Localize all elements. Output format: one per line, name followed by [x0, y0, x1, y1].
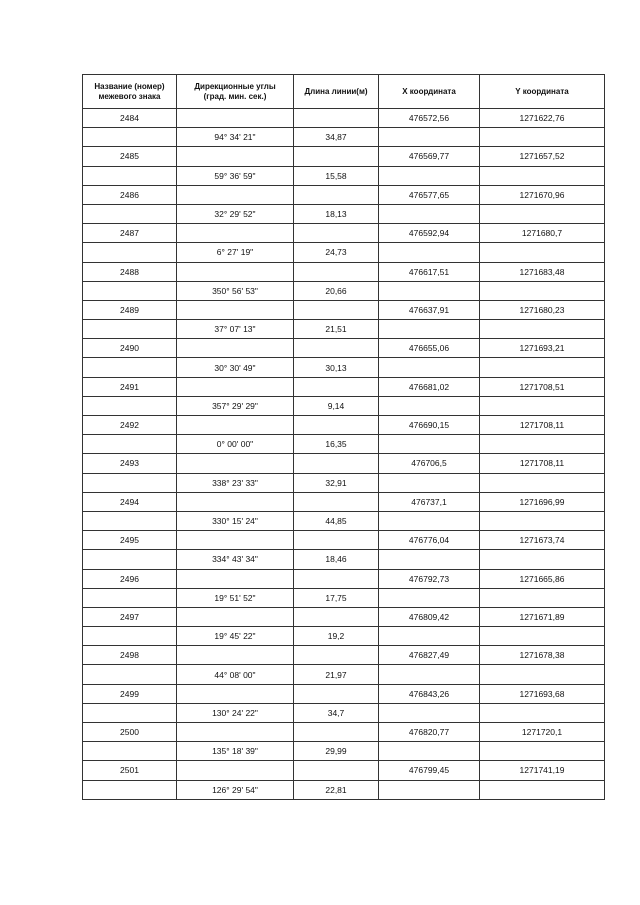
point-name-cell: 2485 — [83, 147, 177, 166]
length-cell: 21,97 — [294, 665, 379, 684]
segment-row — [83, 128, 605, 147]
x-coordinate-cell — [379, 703, 480, 722]
point-name-cell — [83, 780, 177, 799]
x-coordinate-cell — [379, 396, 480, 415]
y-coordinate-cell — [480, 166, 605, 185]
x-coordinate-cell: 476820,77 — [379, 723, 480, 742]
x-coordinate-cell: 476809,42 — [379, 607, 480, 626]
point-row — [83, 723, 605, 742]
y-coordinate-cell: 1271693,21 — [480, 339, 605, 358]
point-row — [83, 377, 605, 396]
point-row — [83, 646, 605, 665]
segment-row — [83, 550, 605, 569]
boundary-points-table — [82, 74, 605, 800]
segment-row — [83, 627, 605, 646]
header-x: X координата — [379, 75, 480, 109]
y-coordinate-cell: 1271741,19 — [480, 761, 605, 780]
length-cell — [294, 492, 379, 511]
y-coordinate-cell — [480, 281, 605, 300]
point-name-cell — [83, 128, 177, 147]
angle-cell: 30° 30' 49" — [177, 358, 294, 377]
length-cell: 19,2 — [294, 627, 379, 646]
point-row — [83, 147, 605, 166]
x-coordinate-cell — [379, 320, 480, 339]
x-coordinate-cell: 476776,04 — [379, 531, 480, 550]
angle-cell — [177, 531, 294, 550]
y-coordinate-cell — [480, 665, 605, 684]
angle-cell — [177, 569, 294, 588]
point-name-cell: 2492 — [83, 416, 177, 435]
length-cell — [294, 646, 379, 665]
x-coordinate-cell — [379, 243, 480, 262]
length-cell — [294, 224, 379, 243]
point-name-cell: 2494 — [83, 492, 177, 511]
point-name-cell: 2498 — [83, 646, 177, 665]
segment-row — [83, 703, 605, 722]
segment-row — [83, 243, 605, 262]
angle-cell: 357° 29' 29" — [177, 396, 294, 415]
y-coordinate-cell — [480, 128, 605, 147]
point-name-cell: 2486 — [83, 185, 177, 204]
point-name-cell — [83, 550, 177, 569]
segment-row — [83, 281, 605, 300]
segment-row — [83, 435, 605, 454]
y-coordinate-cell — [480, 396, 605, 415]
length-cell — [294, 761, 379, 780]
y-coordinate-cell: 1271673,74 — [480, 531, 605, 550]
point-name-cell — [83, 742, 177, 761]
point-row — [83, 224, 605, 243]
x-coordinate-cell — [379, 742, 480, 761]
y-coordinate-cell: 1271693,68 — [480, 684, 605, 703]
x-coordinate-cell: 476843,26 — [379, 684, 480, 703]
point-name-cell — [83, 511, 177, 530]
point-name-cell — [83, 281, 177, 300]
point-row — [83, 531, 605, 550]
length-cell — [294, 147, 379, 166]
length-cell: 22,81 — [294, 780, 379, 799]
length-cell — [294, 109, 379, 128]
table-body — [83, 109, 605, 800]
segment-row — [83, 588, 605, 607]
x-coordinate-cell — [379, 665, 480, 684]
y-coordinate-cell: 1271670,96 — [480, 185, 605, 204]
angle-cell — [177, 224, 294, 243]
angle-cell — [177, 684, 294, 703]
angle-cell — [177, 492, 294, 511]
angle-cell: 350° 56' 53" — [177, 281, 294, 300]
length-cell: 9,14 — [294, 396, 379, 415]
length-cell — [294, 569, 379, 588]
angle-cell: 130° 24' 22" — [177, 703, 294, 722]
angle-cell — [177, 416, 294, 435]
point-name-cell — [83, 627, 177, 646]
point-name-cell — [83, 588, 177, 607]
y-coordinate-cell: 1271708,11 — [480, 454, 605, 473]
length-cell: 20,66 — [294, 281, 379, 300]
segment-row — [83, 511, 605, 530]
length-cell: 32,91 — [294, 473, 379, 492]
segment-row — [83, 396, 605, 415]
y-coordinate-cell — [480, 320, 605, 339]
angle-cell — [177, 147, 294, 166]
x-coordinate-cell — [379, 511, 480, 530]
x-coordinate-cell: 476799,45 — [379, 761, 480, 780]
point-name-cell: 2493 — [83, 454, 177, 473]
length-cell — [294, 607, 379, 626]
segment-row — [83, 358, 605, 377]
point-name-cell — [83, 243, 177, 262]
header-name: Название (номер) межевого знака — [83, 75, 177, 109]
y-coordinate-cell: 1271671,89 — [480, 607, 605, 626]
length-cell: 30,13 — [294, 358, 379, 377]
x-coordinate-cell — [379, 204, 480, 223]
point-name-cell — [83, 358, 177, 377]
x-coordinate-cell: 476690,15 — [379, 416, 480, 435]
angle-cell: 330° 15' 24" — [177, 511, 294, 530]
y-coordinate-cell — [480, 742, 605, 761]
header-angle: Дирекционные углы (град. мин. сек.) — [177, 75, 294, 109]
length-cell — [294, 339, 379, 358]
y-coordinate-cell — [480, 204, 605, 223]
point-row — [83, 454, 605, 473]
y-coordinate-cell — [480, 435, 605, 454]
angle-cell — [177, 723, 294, 742]
length-cell — [294, 262, 379, 281]
point-name-cell: 2491 — [83, 377, 177, 396]
point-name-cell — [83, 665, 177, 684]
y-coordinate-cell — [480, 703, 605, 722]
x-coordinate-cell — [379, 627, 480, 646]
x-coordinate-cell: 476569,77 — [379, 147, 480, 166]
angle-cell — [177, 761, 294, 780]
x-coordinate-cell — [379, 358, 480, 377]
point-name-cell: 2490 — [83, 339, 177, 358]
point-name-cell: 2500 — [83, 723, 177, 742]
boundary-table-sheet — [82, 74, 604, 800]
point-row — [83, 416, 605, 435]
angle-cell — [177, 454, 294, 473]
length-cell: 18,13 — [294, 204, 379, 223]
angle-cell: 126° 29' 54" — [177, 780, 294, 799]
angle-cell: 59° 36' 59" — [177, 166, 294, 185]
length-cell: 17,75 — [294, 588, 379, 607]
table-header-row — [83, 75, 605, 109]
angle-cell: 338° 23' 33" — [177, 473, 294, 492]
x-coordinate-cell: 476737,1 — [379, 492, 480, 511]
length-cell — [294, 684, 379, 703]
y-coordinate-cell: 1271680,7 — [480, 224, 605, 243]
y-coordinate-cell: 1271708,51 — [480, 377, 605, 396]
angle-cell — [177, 300, 294, 319]
angle-cell — [177, 646, 294, 665]
x-coordinate-cell — [379, 166, 480, 185]
y-coordinate-cell — [480, 511, 605, 530]
angle-cell — [177, 607, 294, 626]
angle-cell — [177, 377, 294, 396]
y-coordinate-cell: 1271657,52 — [480, 147, 605, 166]
point-name-cell — [83, 166, 177, 185]
point-name-cell — [83, 703, 177, 722]
y-coordinate-cell: 1271680,23 — [480, 300, 605, 319]
angle-cell: 19° 51' 52" — [177, 588, 294, 607]
point-row — [83, 109, 605, 128]
header-length: Длина линии(м) — [294, 75, 379, 109]
angle-cell — [177, 185, 294, 204]
point-row — [83, 300, 605, 319]
y-coordinate-cell — [480, 627, 605, 646]
y-coordinate-cell: 1271696,99 — [480, 492, 605, 511]
segment-row — [83, 665, 605, 684]
y-coordinate-cell: 1271678,38 — [480, 646, 605, 665]
angle-cell: 334° 43' 34" — [177, 550, 294, 569]
angle-cell: 19° 45' 22" — [177, 627, 294, 646]
angle-cell: 32° 29' 52" — [177, 204, 294, 223]
y-coordinate-cell: 1271665,86 — [480, 569, 605, 588]
segment-row — [83, 166, 605, 185]
angle-cell — [177, 339, 294, 358]
point-name-cell — [83, 396, 177, 415]
x-coordinate-cell: 476577,65 — [379, 185, 480, 204]
x-coordinate-cell: 476827,49 — [379, 646, 480, 665]
y-coordinate-cell: 1271622,76 — [480, 109, 605, 128]
segment-row — [83, 780, 605, 799]
length-cell: 29,99 — [294, 742, 379, 761]
segment-row — [83, 742, 605, 761]
x-coordinate-cell — [379, 281, 480, 300]
length-cell — [294, 723, 379, 742]
point-name-cell — [83, 320, 177, 339]
length-cell — [294, 531, 379, 550]
length-cell: 24,73 — [294, 243, 379, 262]
point-row — [83, 492, 605, 511]
x-coordinate-cell: 476706,5 — [379, 454, 480, 473]
x-coordinate-cell — [379, 780, 480, 799]
length-cell: 34,87 — [294, 128, 379, 147]
length-cell — [294, 416, 379, 435]
x-coordinate-cell: 476572,56 — [379, 109, 480, 128]
y-coordinate-cell — [480, 550, 605, 569]
angle-cell: 94° 34' 21" — [177, 128, 294, 147]
length-cell — [294, 377, 379, 396]
point-row — [83, 607, 605, 626]
x-coordinate-cell — [379, 473, 480, 492]
point-row — [83, 761, 605, 780]
length-cell: 21,51 — [294, 320, 379, 339]
point-name-cell: 2496 — [83, 569, 177, 588]
length-cell — [294, 454, 379, 473]
y-coordinate-cell — [480, 780, 605, 799]
x-coordinate-cell — [379, 435, 480, 454]
length-cell — [294, 300, 379, 319]
x-coordinate-cell — [379, 128, 480, 147]
x-coordinate-cell: 476592,94 — [379, 224, 480, 243]
angle-cell: 0° 00' 00" — [177, 435, 294, 454]
point-name-cell: 2495 — [83, 531, 177, 550]
header-y: Y координата — [480, 75, 605, 109]
angle-cell: 44° 08' 00" — [177, 665, 294, 684]
length-cell — [294, 185, 379, 204]
point-name-cell: 2499 — [83, 684, 177, 703]
y-coordinate-cell — [480, 358, 605, 377]
y-coordinate-cell: 1271720,1 — [480, 723, 605, 742]
x-coordinate-cell: 476792,73 — [379, 569, 480, 588]
angle-cell — [177, 262, 294, 281]
y-coordinate-cell: 1271683,48 — [480, 262, 605, 281]
angle-cell — [177, 109, 294, 128]
angle-cell: 37° 07' 13" — [177, 320, 294, 339]
point-name-cell — [83, 204, 177, 223]
x-coordinate-cell: 476681,02 — [379, 377, 480, 396]
x-coordinate-cell: 476655,06 — [379, 339, 480, 358]
x-coordinate-cell: 476617,51 — [379, 262, 480, 281]
length-cell: 34,7 — [294, 703, 379, 722]
point-name-cell: 2487 — [83, 224, 177, 243]
length-cell: 15,58 — [294, 166, 379, 185]
segment-row — [83, 320, 605, 339]
point-row — [83, 569, 605, 588]
point-row — [83, 262, 605, 281]
point-name-cell: 2497 — [83, 607, 177, 626]
point-name-cell — [83, 435, 177, 454]
point-name-cell — [83, 473, 177, 492]
angle-cell: 6° 27' 19" — [177, 243, 294, 262]
point-row — [83, 339, 605, 358]
y-coordinate-cell — [480, 243, 605, 262]
length-cell: 16,35 — [294, 435, 379, 454]
y-coordinate-cell — [480, 473, 605, 492]
length-cell: 44,85 — [294, 511, 379, 530]
x-coordinate-cell: 476637,91 — [379, 300, 480, 319]
angle-cell: 135° 18' 39" — [177, 742, 294, 761]
y-coordinate-cell — [480, 588, 605, 607]
point-name-cell: 2488 — [83, 262, 177, 281]
point-name-cell: 2501 — [83, 761, 177, 780]
point-name-cell: 2484 — [83, 109, 177, 128]
x-coordinate-cell — [379, 550, 480, 569]
point-name-cell: 2489 — [83, 300, 177, 319]
segment-row — [83, 473, 605, 492]
point-row — [83, 684, 605, 703]
y-coordinate-cell: 1271708,11 — [480, 416, 605, 435]
x-coordinate-cell — [379, 588, 480, 607]
segment-row — [83, 204, 605, 223]
length-cell: 18,46 — [294, 550, 379, 569]
point-row — [83, 185, 605, 204]
